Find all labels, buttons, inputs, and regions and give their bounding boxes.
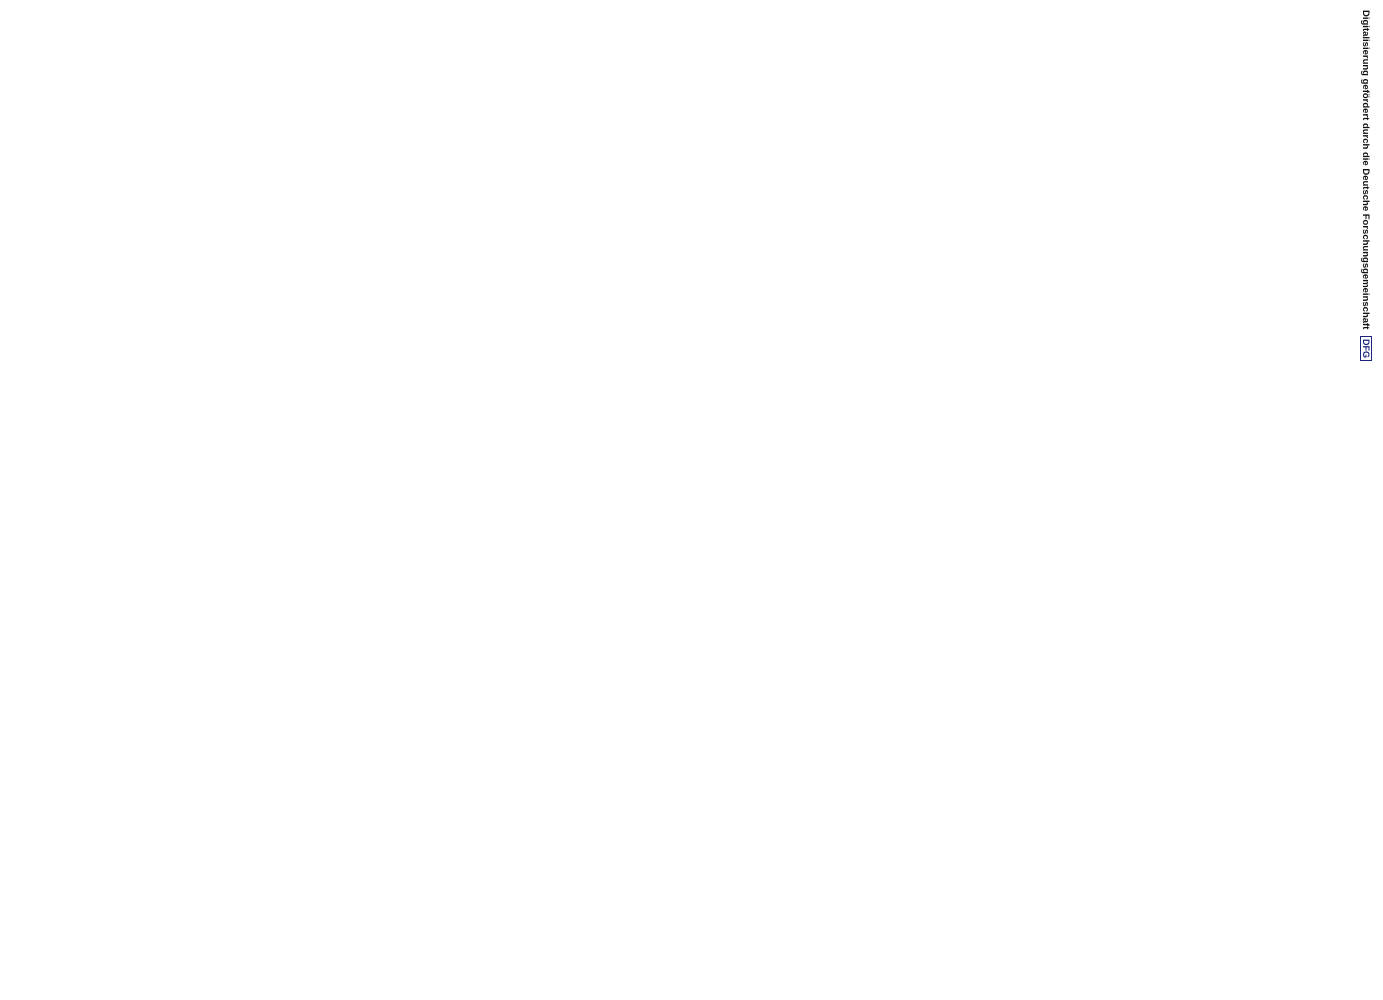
scanned-page [1042,0,1383,60]
page-number [1052,0,1080,60]
digitization-credit [1358,10,1372,990]
dfg-logo: DFG [1360,336,1372,361]
digitization-credit-text: Digitalisierung gefördert durch die Deutsche Forschungsgemeinschaft [1360,10,1371,330]
